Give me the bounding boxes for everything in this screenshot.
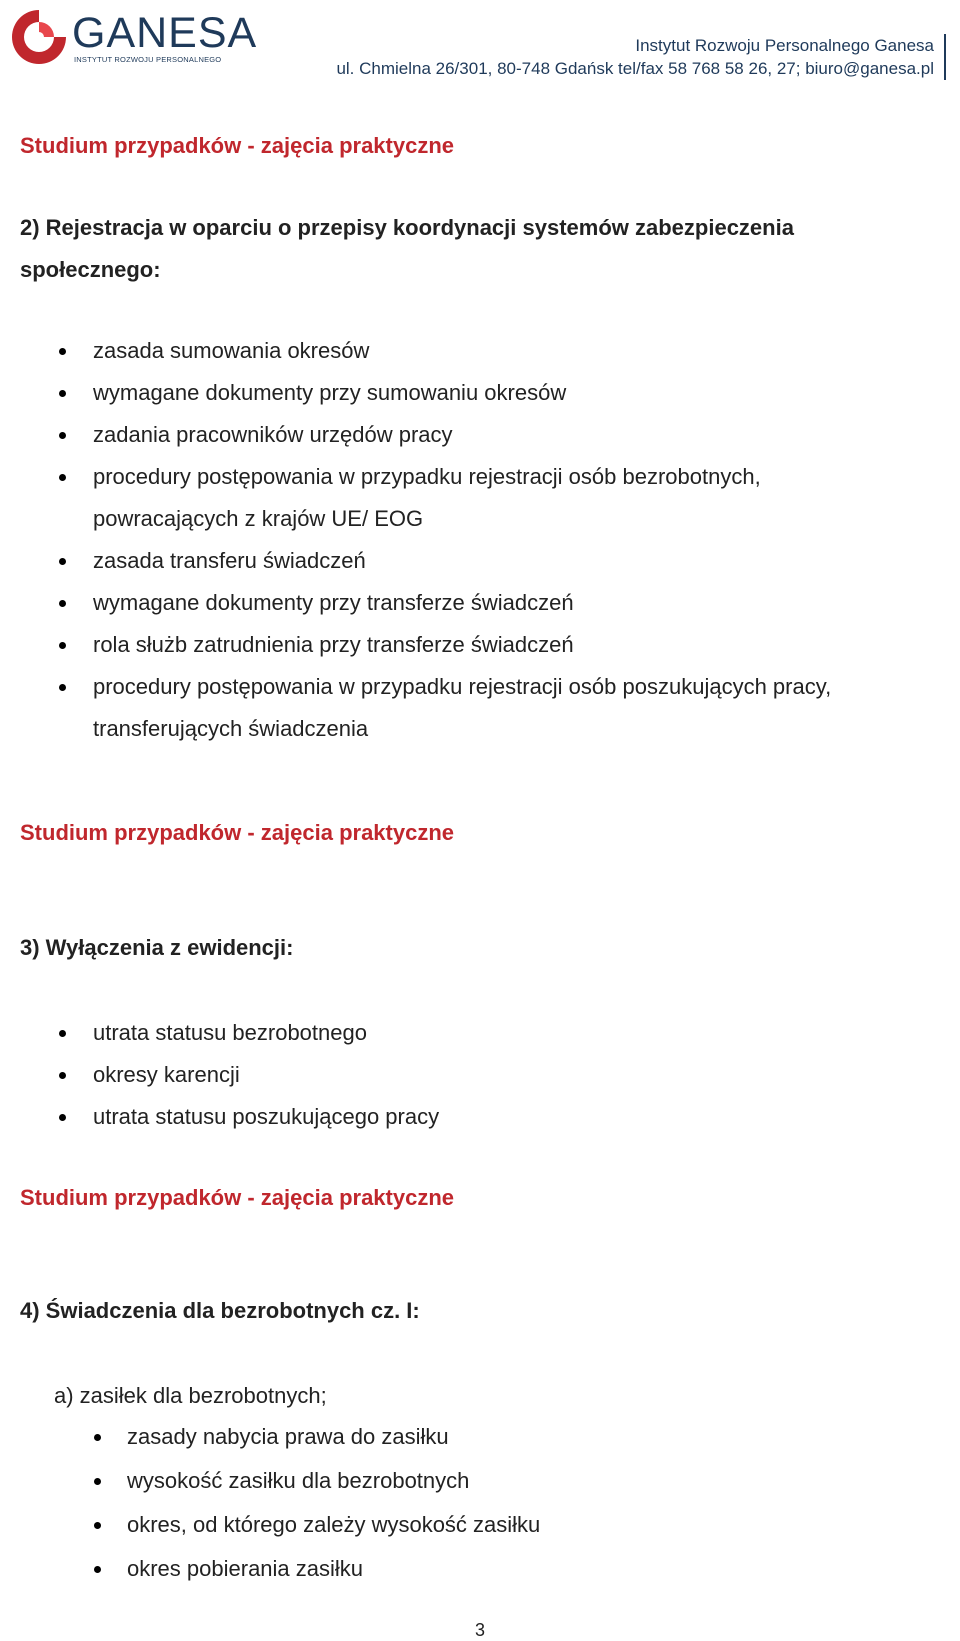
case-study-heading: Studium przypadków - zajęcia praktyczne <box>20 133 455 158</box>
logo-subtitle: INSTYTUT ROZWOJU PERSONALNEGO <box>74 55 222 64</box>
section-heading: 3) Wyłączenia z ewidencji: <box>20 935 294 960</box>
bullet-icon <box>59 1030 66 1037</box>
section-heading-line: 2) Rejestracja w oparciu o przepisy koordynacji systemów zabezpieczenia <box>20 215 794 240</box>
section-heading-line: społecznego: <box>20 257 161 282</box>
page-number: 3 <box>474 1620 485 1640</box>
bullet-icon <box>59 390 66 397</box>
section-heading: 4) Świadczenia dla bezrobotnych cz. I: <box>20 1298 420 1323</box>
case-study-heading: Studium przypadków - zajęcia praktyczne <box>20 1185 455 1210</box>
bullet-icon <box>59 684 66 691</box>
sublist-label: a) zasiłek dla bezrobotnych; <box>54 1383 327 1408</box>
logo-swirl-icon <box>8 6 70 68</box>
bullet-icon <box>94 1434 101 1441</box>
bullet-icon <box>59 600 66 607</box>
logo-wordmark: GANESA <box>72 9 258 57</box>
bullet-icon <box>94 1522 101 1529</box>
bullet-icon <box>59 1114 66 1121</box>
institute-name: Instytut Rozwoju Personalnego Ganesa <box>635 36 934 55</box>
bullet-icon <box>59 642 66 649</box>
case-study-heading: Studium przypadków - zajęcia praktyczne <box>20 820 455 845</box>
bullet-icon <box>59 348 66 355</box>
ganesa-logo <box>8 6 258 68</box>
bullet-icon <box>59 558 66 565</box>
bullet-icon <box>59 432 66 439</box>
bullet-icon <box>94 1478 101 1485</box>
contact-line: ul. Chmielna 26/301, 80-748 Gdańsk tel/fax 58 768 58 26, 27; biuro@ganesa.pl <box>336 59 934 78</box>
institute-contact <box>336 34 946 80</box>
page-header <box>0 0 960 80</box>
bullet-icon <box>94 1566 101 1573</box>
bullet-icon <box>59 1072 66 1079</box>
bullet-icon <box>59 474 66 481</box>
